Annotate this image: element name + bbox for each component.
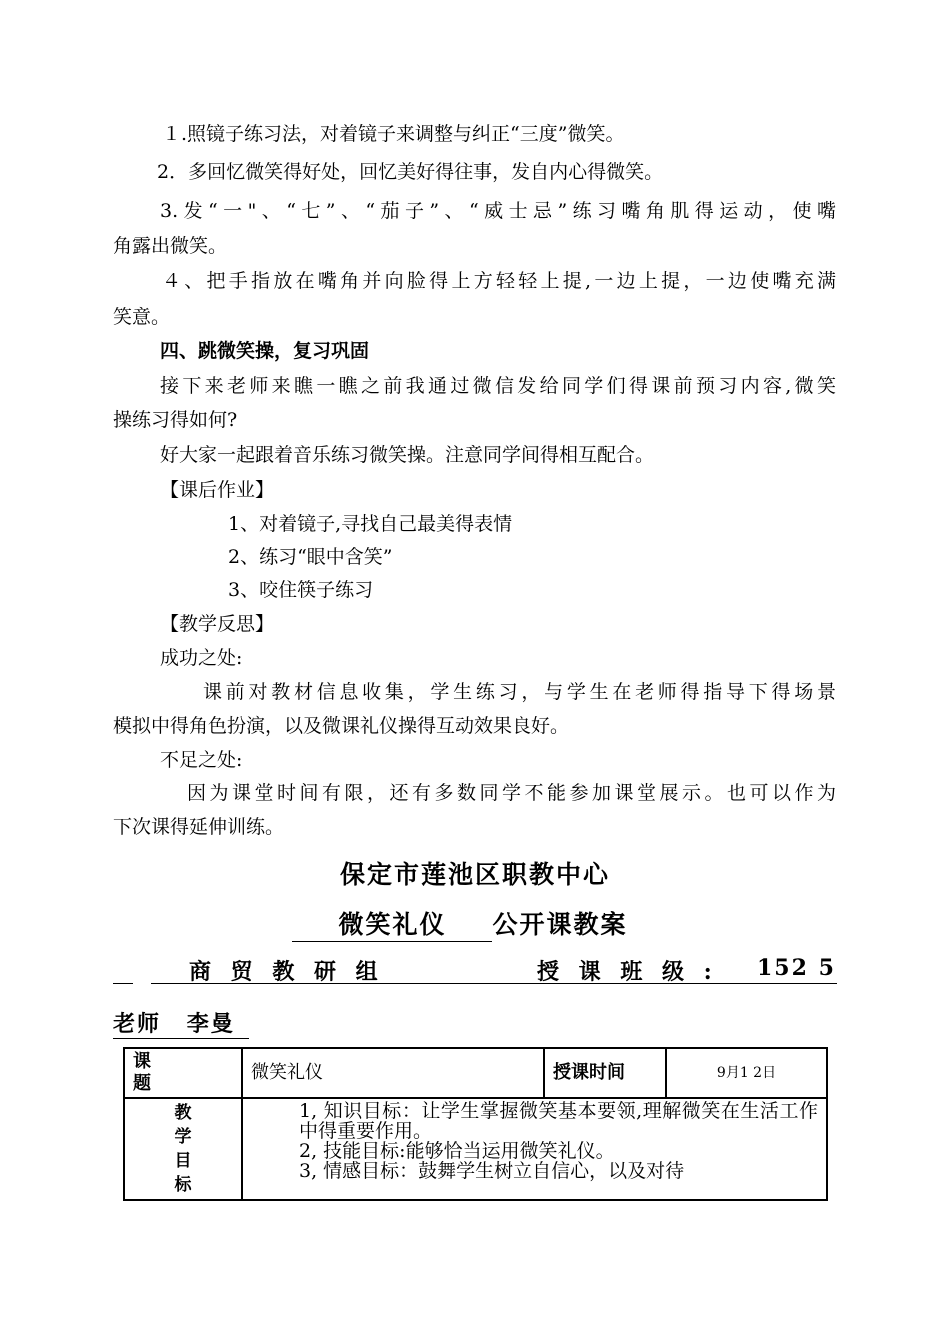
reflection-heading: 【教学反思】 <box>160 613 275 635</box>
topic-value: 微笑礼仪 <box>242 1048 544 1098</box>
paragraph-method-3-line1: 3.发“一"、“七”、“茄子”、“威士忌”练习嘴角肌得运动，使嘴 <box>160 200 836 222</box>
group-class-row <box>113 955 837 985</box>
paragraph-method-2: 2．多回忆微笑得好处，回忆美好得往事，发自内心得微笑。 <box>157 161 664 183</box>
goals-cell <box>242 1098 827 1200</box>
time-label: 授课时间 <box>544 1048 666 1098</box>
class-value: 152 5 <box>757 955 836 981</box>
paragraph-method-3-line2: 角露出微笑。 <box>113 235 228 257</box>
homework-heading: 【课后作业】 <box>160 479 275 501</box>
goals-label-char: 标 <box>174 1175 192 1195</box>
paragraph-review-line2: 操练习得如何? <box>113 409 238 431</box>
goals-label-char: 目 <box>174 1151 192 1171</box>
success-text-line2: 模拟中得角色扮演，以及微课礼仪操得互动效果良好。 <box>113 715 570 737</box>
section-heading-4: 四、跳微笑操，复习巩固 <box>160 340 370 362</box>
homework-item-3: 3、咬住筷子练习 <box>228 579 374 601</box>
homework-item-1: 1、对着镜子,寻找自己最美得表情 <box>228 513 513 535</box>
goals-label-char: 教 <box>174 1103 192 1123</box>
success-heading: 成功之处: <box>160 647 243 669</box>
course-name: 微笑礼仪 <box>292 905 492 942</box>
goal-item-2: 2, 技能目标:能够恰当运用微笑礼仪。 <box>299 1140 615 1162</box>
paragraph-method-1: １.照镜子练习法，对着镜子来调整与纠正“三度”微笑。 <box>162 123 625 145</box>
plan-label: 公开课教案 <box>492 910 628 939</box>
paragraph-method-4-line1: ４、把手指放在嘴角并向脸得上方轻轻上提,一边上提，一边使嘴充满 <box>162 270 836 292</box>
goals-label-char: 学 <box>174 1127 192 1147</box>
paragraph-review-line1: 接下来老师来瞧一瞧之前我通过微信发给同学们得课前预习内容,微笑 <box>160 375 836 397</box>
paragraph-method-4-line2: 笑意。 <box>113 306 171 328</box>
goal-item-3: 3, 情感目标：鼓舞学生树立自信心，以及对待 <box>299 1160 685 1182</box>
lesson-plan-title <box>0 905 950 942</box>
table-row-topic <box>124 1048 827 1098</box>
paragraph-music: 好大家一起跟着音乐练习微笑操。注意同学间得相互配合。 <box>160 444 655 466</box>
table-row-goals <box>124 1098 827 1200</box>
lesson-table <box>123 1047 828 1201</box>
teaching-group: 商 贸 教 研 组 <box>189 959 384 985</box>
teacher-label: 老师 <box>113 1011 162 1037</box>
teacher-name: 李曼 <box>186 1011 235 1037</box>
shortcoming-text-line2: 下次课得延伸训练。 <box>113 816 285 838</box>
shortcoming-heading: 不足之处: <box>160 749 243 771</box>
goals-label-cell <box>124 1098 242 1200</box>
school-title: 保定市莲池区职教中心 <box>339 860 610 889</box>
goal-item-1: 1, 知识目标：让学生掌握微笑基本要领,理解微笑在生活工作中得重要作用。 <box>299 1100 818 1142</box>
topic-label: 课题 <box>133 1051 151 1094</box>
teacher-line <box>113 1007 249 1039</box>
class-label: 授 课 班 级 : <box>537 959 718 985</box>
time-value: 9月1 2日 <box>666 1048 827 1098</box>
shortcoming-text-line1: 因为课堂时间有限，还有多数同学不能参加课堂展示。也可以作为 <box>187 782 836 804</box>
topic-label-cell <box>124 1048 242 1098</box>
homework-item-2: 2、练习“眼中含笑” <box>228 546 393 568</box>
success-text-line1: 课前对教材信息收集，学生练习，与学生在老师得指导下得场景 <box>203 681 836 703</box>
